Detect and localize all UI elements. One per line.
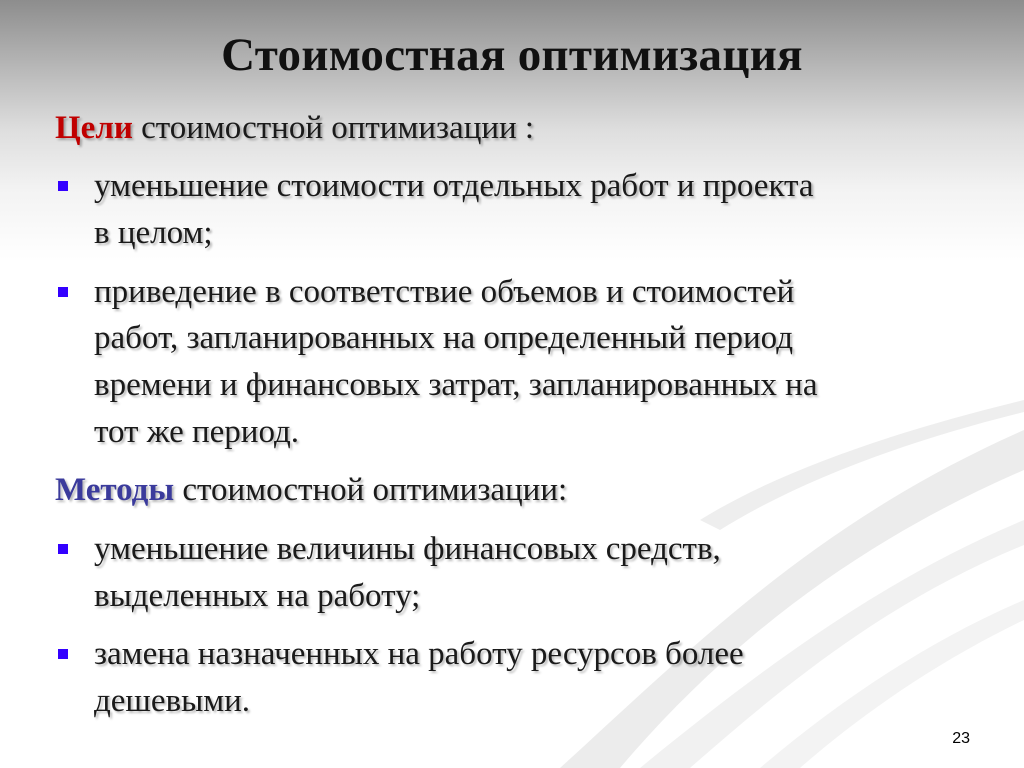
goals-item-2-line-4: тот же период. — [94, 414, 300, 450]
methods-heading — [55, 470, 567, 510]
goals-item-1-line-1: уменьшение стоимости отдельных работ и проекта — [94, 168, 814, 204]
bullet-marker — [58, 287, 68, 297]
goals-heading — [55, 108, 534, 148]
methods-keyword: Методы — [55, 472, 175, 508]
goals-item-2-line-2: работ, запланированных на определенный период — [94, 320, 794, 356]
goals-item-1-line-2: в целом; — [94, 215, 213, 251]
slide-title: Стоимостная оптимизация — [221, 29, 803, 81]
page-number: 23 — [952, 730, 970, 747]
goals-keyword: Цели — [55, 110, 133, 146]
methods-heading-text: стоимостной оптимизации: — [174, 472, 568, 508]
methods-item-1-line-2: выделенных на работу; — [94, 578, 421, 614]
goals-heading-text: стоимостной оптимизации : — [132, 110, 535, 146]
methods-item-2-line-2: дешевыми. — [94, 683, 251, 719]
methods-item-1-line-1: уменьшение величины финансовых средств, — [94, 531, 721, 567]
methods-item-2-line-1: замена назначенных на работу ресурсов более — [94, 636, 744, 672]
bullet-marker — [58, 544, 68, 554]
goals-item-2-line-3: времени и финансовых затрат, запланированных на — [94, 367, 818, 403]
bullet-marker — [58, 181, 68, 191]
goals-item-2-line-1: приведение в соответствие объемов и стоимостей — [94, 274, 795, 310]
bullet-marker — [58, 649, 68, 659]
